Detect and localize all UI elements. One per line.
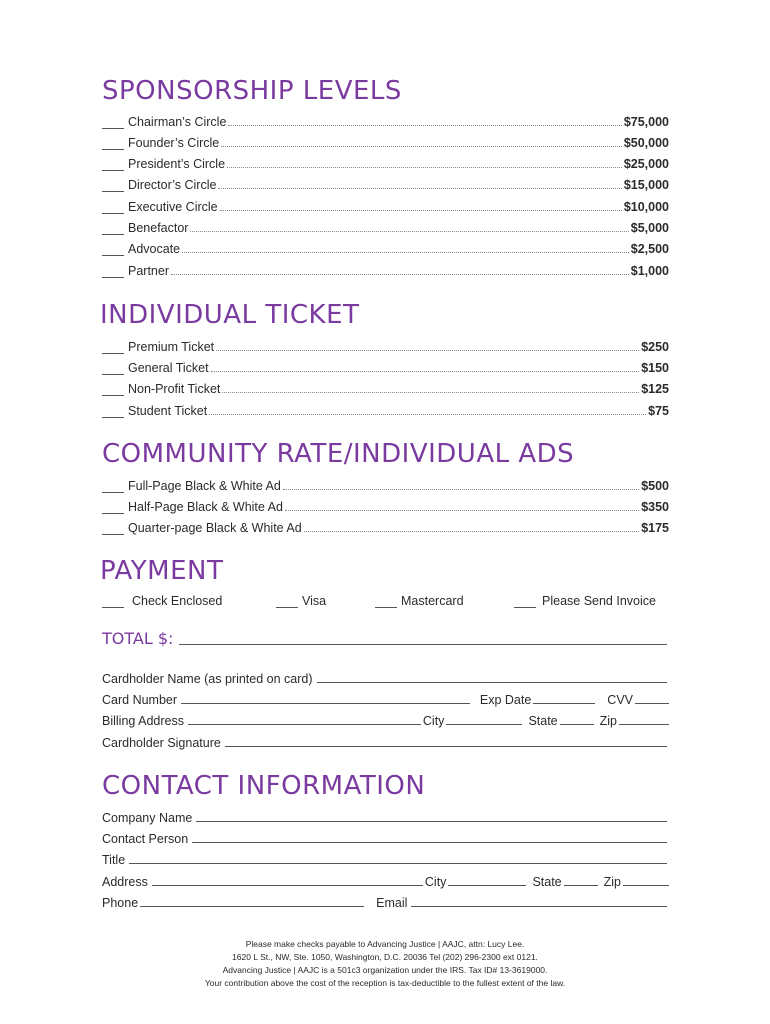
checkbox-blank[interactable]	[102, 158, 124, 171]
option-row[interactable]	[102, 134, 669, 150]
option-row[interactable]	[102, 359, 669, 375]
option-price: $150	[641, 361, 669, 375]
field-label: Card Number	[102, 693, 178, 707]
zip-input[interactable]	[623, 875, 669, 886]
footer-line: Your contribution above the cost of the reception is tax-deductible to the fullest extent of the law.	[204, 978, 566, 988]
option-label: Advocate	[128, 242, 181, 256]
title-field[interactable]	[102, 851, 669, 867]
tickets-heading: INDIVIDUAL TICKET	[100, 300, 360, 330]
option-price: $250	[641, 340, 669, 354]
option-label: Student Ticket	[128, 404, 208, 418]
card-number-row	[102, 691, 669, 707]
checkbox-blank[interactable]	[102, 501, 124, 514]
option-row[interactable]	[102, 198, 669, 214]
signature-input[interactable]	[225, 746, 667, 747]
option-price: $50,000	[623, 136, 669, 150]
checkbox-blank[interactable]	[102, 179, 124, 192]
card-number-input[interactable]	[181, 703, 470, 704]
option-row[interactable]	[102, 113, 669, 129]
zip-input[interactable]	[619, 714, 669, 725]
payment-option-label: Please Send Invoice	[542, 594, 656, 608]
sponsorship-heading: SPONSORSHIP LEVELS	[102, 76, 402, 106]
field-label: Cardholder Name (as printed on card)	[102, 672, 313, 686]
option-row[interactable]	[102, 338, 669, 354]
field-label: Billing Address	[102, 714, 184, 728]
option-row[interactable]	[102, 498, 669, 514]
field-label: Contact Person	[102, 832, 189, 846]
payment-option-check[interactable]	[102, 594, 222, 608]
cardholder-name-field[interactable]	[102, 670, 669, 686]
signature-field[interactable]	[102, 734, 669, 750]
option-row[interactable]	[102, 219, 669, 235]
option-price: $1,000	[630, 264, 669, 278]
option-label: Benefactor	[128, 221, 189, 235]
option-label: Director’s Circle	[128, 178, 217, 192]
total-input[interactable]	[179, 644, 667, 645]
field-label: Email	[376, 896, 408, 910]
checkbox-blank[interactable]	[102, 522, 124, 535]
billing-address-row	[102, 712, 669, 728]
option-row[interactable]	[102, 262, 669, 278]
field-label: State	[528, 714, 558, 728]
company-input[interactable]	[196, 821, 667, 822]
payment-options	[102, 594, 669, 610]
field-label: CVV	[607, 693, 633, 707]
field-label: City	[424, 875, 447, 889]
checkbox-blank[interactable]	[102, 201, 124, 214]
checkbox-blank[interactable]	[102, 405, 124, 418]
field-label: Exp Date	[479, 693, 532, 707]
total-label: TOTAL $:	[102, 629, 174, 648]
payment-option-label: Check Enclosed	[132, 594, 223, 608]
checkbox-blank[interactable]	[102, 341, 124, 354]
option-price: $75	[648, 404, 669, 418]
option-row[interactable]	[102, 477, 669, 493]
checkbox-blank[interactable]	[102, 480, 124, 493]
state-input[interactable]	[560, 714, 594, 725]
field-label: Zip	[599, 714, 617, 728]
field-label: Phone	[102, 896, 139, 910]
option-price: $500	[641, 479, 669, 493]
option-label: Partner	[128, 264, 169, 278]
field-label: Title	[102, 853, 126, 867]
contact-person-field[interactable]	[102, 830, 669, 846]
payment-option-label: Mastercard	[401, 594, 464, 608]
option-row[interactable]	[102, 402, 669, 418]
payment-heading: PAYMENT	[100, 556, 224, 586]
option-row[interactable]	[102, 176, 669, 192]
option-price: $175	[641, 521, 669, 535]
checkbox-blank[interactable]	[375, 595, 397, 608]
option-label: President’s Circle	[128, 157, 226, 171]
exp-date-input[interactable]	[533, 693, 595, 704]
state-input[interactable]	[564, 875, 598, 886]
payment-option-label: Visa	[302, 594, 327, 608]
option-label: Executive Circle	[128, 200, 218, 214]
option-price: $75,000	[623, 115, 669, 129]
ads-heading: COMMUNITY RATE/INDIVIDUAL ADS	[102, 439, 575, 469]
email-input[interactable]	[411, 906, 667, 907]
contact-person-input[interactable]	[192, 842, 667, 843]
payment-option-mastercard[interactable]	[375, 594, 464, 608]
field-input[interactable]	[317, 682, 667, 683]
address-row	[102, 873, 669, 889]
cvv-input[interactable]	[635, 693, 669, 704]
field-label: Cardholder Signature	[102, 736, 221, 750]
checkbox-blank[interactable]	[102, 595, 124, 608]
option-row[interactable]	[102, 240, 669, 256]
footer-line: Please make checks payable to Advancing Justice | AAJC, attn: Lucy Lee.	[245, 939, 525, 949]
footer-line: 1620 L St., NW, Ste. 1050, Washington, D.C. 20036 Tel (202) 296-2300 ext 0121.	[232, 952, 538, 962]
option-label: Chairman’s Circle	[128, 115, 227, 129]
option-label: Half-Page Black & White Ad	[128, 500, 283, 514]
city-input[interactable]	[446, 714, 522, 725]
payment-option-invoice[interactable]	[514, 594, 656, 608]
option-price: $25,000	[623, 157, 669, 171]
option-row[interactable]	[102, 380, 669, 396]
payment-option-visa[interactable]	[276, 594, 326, 608]
footer-line: Advancing Justice | AAJC is a 501c3 organization under the IRS. Tax ID# 13-3619000.	[222, 965, 548, 975]
checkbox-blank[interactable]	[102, 116, 124, 129]
total-field[interactable]	[102, 628, 669, 648]
checkbox-blank[interactable]	[102, 265, 124, 278]
title-input[interactable]	[129, 863, 667, 864]
billing-address-input[interactable]	[188, 724, 421, 725]
option-label: Quarter-page Black & White Ad	[128, 521, 302, 535]
footer-note	[0, 938, 770, 990]
option-price: $15,000	[623, 178, 669, 192]
option-label: Founder’s Circle	[128, 136, 220, 150]
option-label: General Ticket	[128, 361, 209, 375]
city-input[interactable]	[448, 875, 526, 886]
checkbox-blank[interactable]	[102, 222, 124, 235]
field-label: State	[532, 875, 562, 889]
contact-heading: CONTACT INFORMATION	[102, 771, 426, 801]
option-price: $5,000	[630, 221, 669, 235]
option-label: Premium Ticket	[128, 340, 215, 354]
option-label: Non-Profit Ticket	[128, 382, 221, 396]
option-price: $2,500	[630, 242, 669, 256]
field-label: Company Name	[102, 811, 193, 825]
address-input[interactable]	[152, 885, 423, 886]
option-price: $125	[641, 382, 669, 396]
company-field[interactable]	[102, 809, 669, 825]
field-label: Zip	[603, 875, 621, 889]
phone-email-row	[102, 894, 669, 910]
option-price: $10,000	[623, 200, 669, 214]
checkbox-blank[interactable]	[102, 362, 124, 375]
checkbox-blank[interactable]	[102, 137, 124, 150]
phone-input[interactable]	[140, 896, 364, 907]
checkbox-blank[interactable]	[276, 595, 298, 608]
option-row[interactable]	[102, 519, 669, 535]
checkbox-blank[interactable]	[102, 243, 124, 256]
checkbox-blank[interactable]	[514, 595, 536, 608]
option-price: $350	[641, 500, 669, 514]
option-label: Full-Page Black & White Ad	[128, 479, 281, 493]
field-label: Address	[102, 875, 148, 889]
checkbox-blank[interactable]	[102, 383, 124, 396]
option-row[interactable]	[102, 155, 669, 171]
field-label: City	[422, 714, 445, 728]
